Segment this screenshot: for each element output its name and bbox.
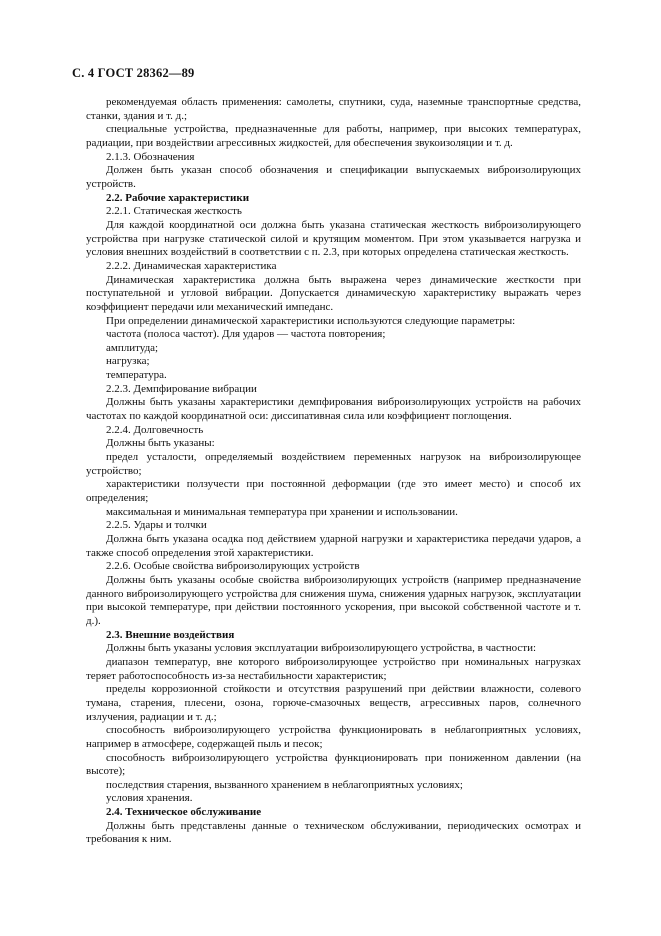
paragraph: амплитуда; [106,341,159,354]
paragraph: Для каждой координатной оси должна быть указана статическая жесткость виброизолирующего устройства при нагрузке статической силой и крутящим моментом. При этом указывается нагрузка и условия внешних воздействий в соответствии с п. 2.3, при которых определена статическая жесткость. [86,218,581,259]
section-heading: 2.4. Техническое обслуживание [106,806,262,819]
paragraph: диапазон температур, вне которого виброизолирующее устройство при номинальных нагрузках теряет работоспособность из-за нестабильности характеристик; [86,655,581,682]
paragraph: Должны быть указаны условия эксплуатации виброизолирующего устройства, в частности: [106,642,537,655]
paragraph: 2.2.1. Статическая жесткость [106,205,242,218]
paragraph: частота (полоса частот). Для ударов — частота повторения; [106,328,386,341]
paragraph: 2.2.3. Демпфирование вибрации [106,382,257,395]
paragraph: При определении динамической характеристики используются следующие параметры: [106,314,516,327]
paragraph: последствия старения, вызванного хранением в неблагоприятных условиях; [106,778,463,791]
section-heading: 2.2. Рабочие характеристики [106,191,250,204]
paragraph: рекомендуемая область применения: самолеты, спутники, суда, наземные транспортные средства, станки, здания и т. д.; [86,96,581,122]
paragraph: 2.2.5. Удары и толчки [106,519,207,532]
paragraph: условия хранения. [106,792,193,805]
paragraph: Должен быть указан способ обозначения и спецификации выпускаемых виброизолирующих устройств. [86,164,581,190]
document-body [86,96,581,847]
paragraph: специальные устройства, предназначенные для работы, например, при высоких температурах, радиации, при воздействии агрессивных жидкостей, для обеспечения звукоизоляции и т. д. [86,123,581,149]
paragraph: Динамическая характеристика должна быть выражена через динамические жесткости при поступательной и угловой вибрации. Допускается динамическую характеристику выражать через коэффициент передачи или механический импеданс. [86,273,581,313]
paragraph: способность виброизолирующего устройства функционировать в неблагоприятных условиях, например в атмосфере, содержащей пыль и песок; [86,724,581,750]
paragraph: 2.2.2. Динамическая характеристика [106,259,277,272]
paragraph: нагрузка; [106,355,150,368]
paragraph: 2.1.3. Обозначения [106,150,195,163]
paragraph: Должны быть представлены данные о техническом обслуживании, периодических осмотрах и требования к ним. [86,819,581,846]
section-heading: 2.3. Внешние воздействия [106,628,235,641]
paragraph: Должны быть указаны особые свойства виброизолирующих устройств (например предназначение данного виброизолирующего устройства для снижения шума, снижения ударных нагрузок, эксплуатации при высокой температуре, при действии постоянного ускорения, при высокой собственной частоте и т. д.). [86,573,581,627]
paragraph: пределы коррозионной стойкости и отсутствия разрушений при действии влажности, солевого тумана, старения, плесени, озона, горюче-смазочных веществ, агрессивных паров, солнечного излучения, радиации и т. д.; [86,683,581,723]
page-header: С. 4 ГОСТ 28362—89 [72,66,195,80]
paragraph: Должна быть указана осадка под действием ударной нагрузки и характеристика передачи ударов, а также способ определения этой характеристики. [86,533,581,559]
paragraph: 2.2.6. Особые свойства виброизолирующих устройств [106,560,360,573]
paragraph: температура. [106,369,167,382]
paragraph: максимальная и минимальная температура при хранении и использовании. [106,505,458,518]
paragraph: предел усталости, определяемый воздействием переменных нагрузок на виброизолирующее устройство; [86,451,581,477]
paragraph: Должны быть указаны характеристики демпфирования виброизолирующих устройств на рабочих частотах по каждой координатной оси: диссипативная сила или коэффициент поглощения. [86,396,581,423]
paragraph: Должны быть указаны: [106,437,215,450]
paragraph: 2.2.4. Долговечность [106,423,204,436]
paragraph: характеристики ползучести при постоянной деформации (где это имеет место) и способ их определения; [86,478,581,505]
paragraph: способность виброизолирующего устройства функционировать при пониженном давлении (на высоте); [86,751,581,778]
